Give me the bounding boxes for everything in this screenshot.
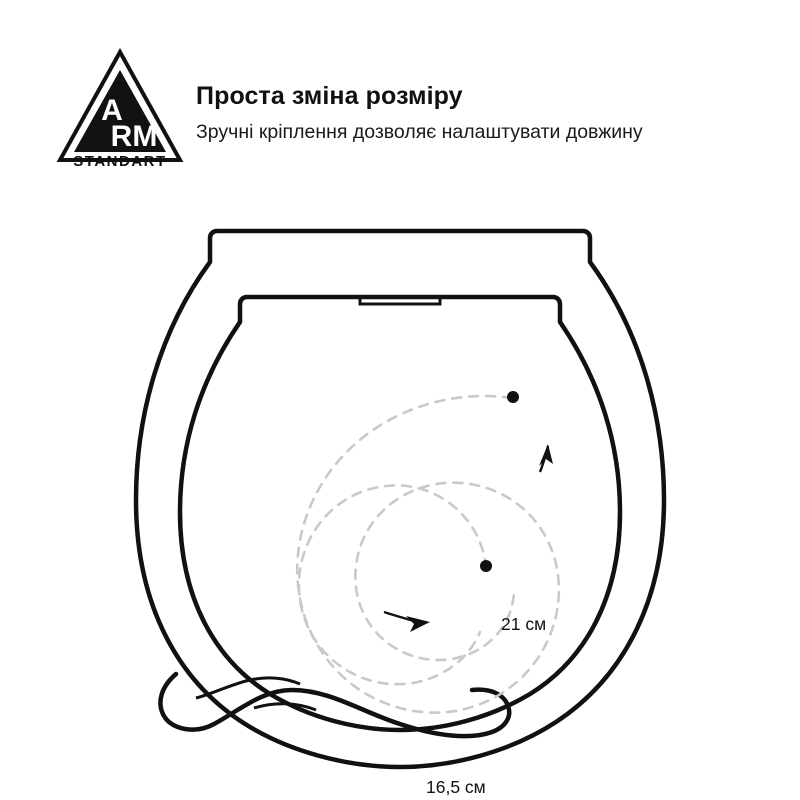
header-text-block: [196, 82, 736, 145]
svg-text:RM: RM: [110, 120, 158, 153]
strap-illustration: [0, 200, 800, 800]
outer-length-marker-dot: [507, 391, 519, 403]
svg-text:STANDART: STANDART: [73, 153, 167, 168]
page-subtitle: Зручні кріплення дозволяє налаштувати довжину: [196, 120, 643, 143]
inner-length-label: 16,5 см: [426, 777, 486, 797]
inner-length-marker-dot: [480, 560, 492, 572]
outer-length-label: 21 см: [501, 614, 547, 634]
svg-text:A: A: [101, 94, 123, 127]
page-title: Проста зміна розміру: [196, 82, 463, 110]
header: [0, 0, 800, 200]
arm-standart-logo: [56, 48, 184, 168]
